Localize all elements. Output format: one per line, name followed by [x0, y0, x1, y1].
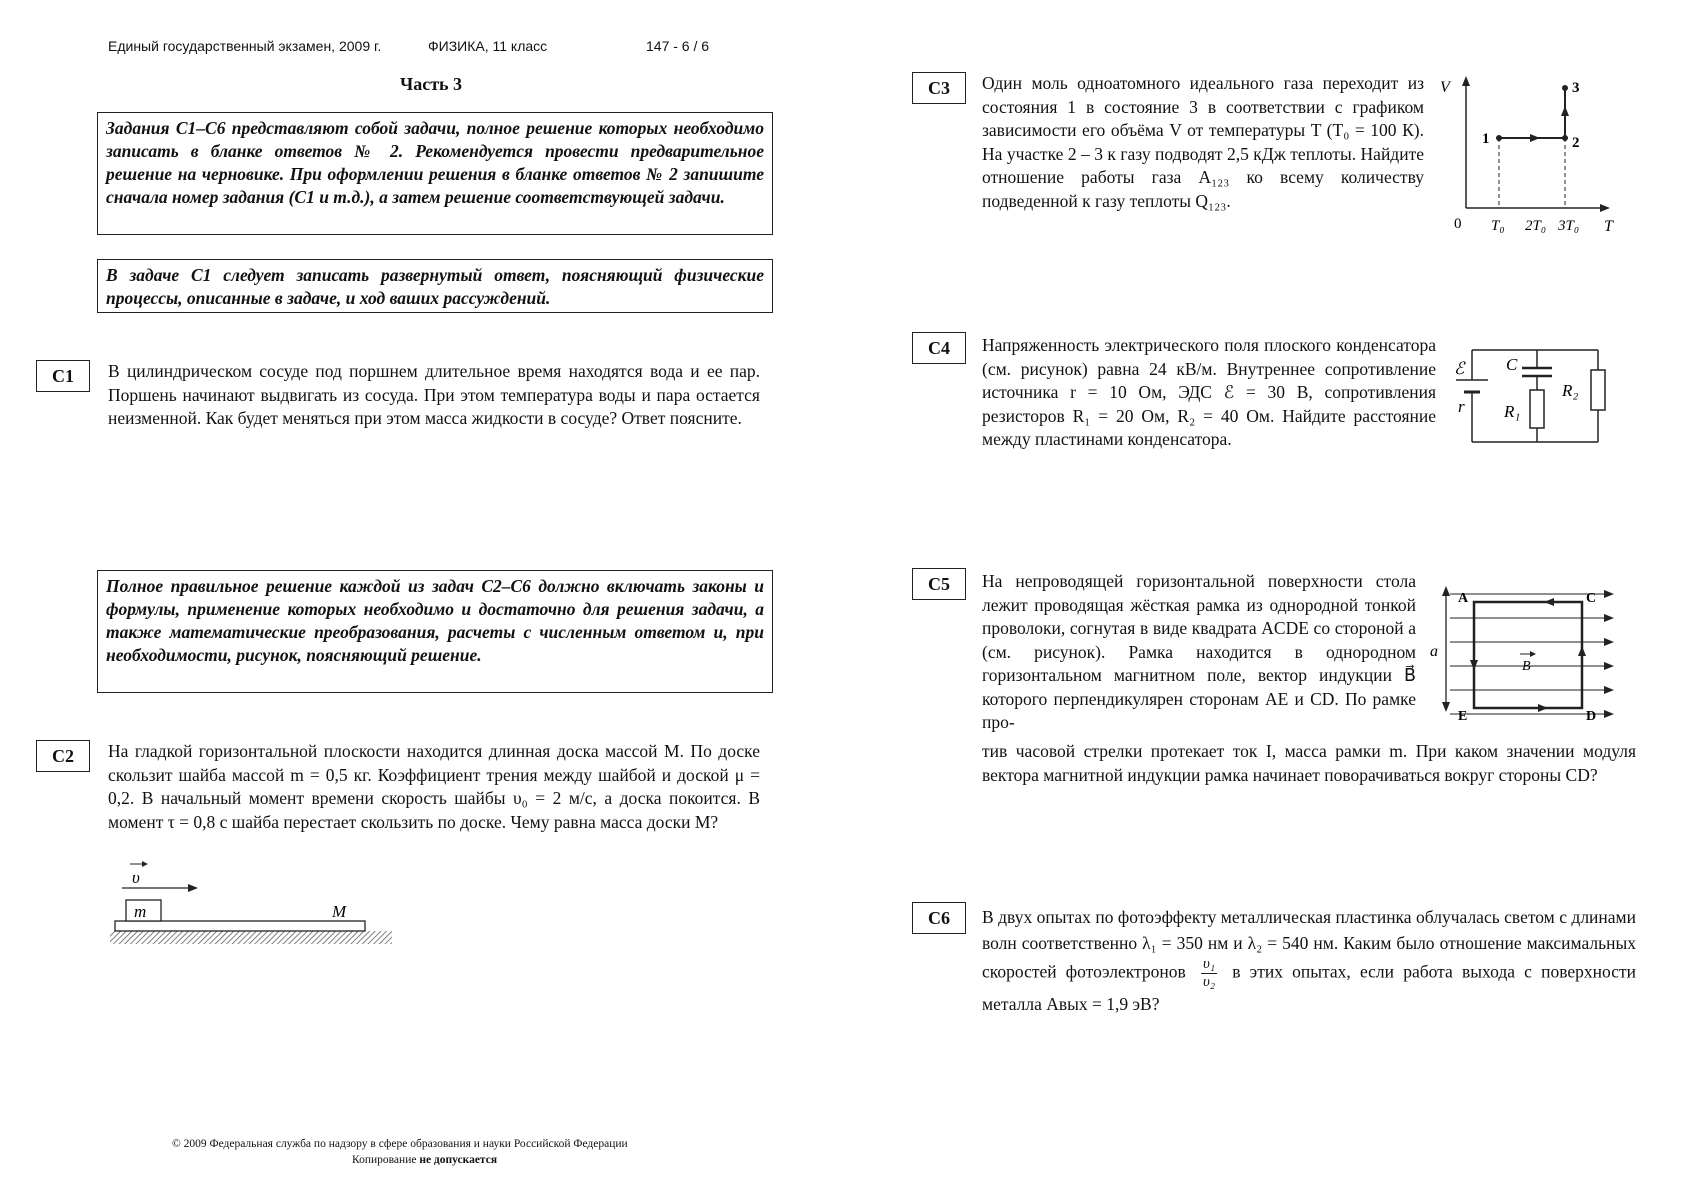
- side-a-arrow-top: [1442, 586, 1450, 596]
- point-2: [1562, 135, 1568, 141]
- v-axis-arrow: [1462, 76, 1470, 86]
- task-label-c2: С2: [36, 740, 90, 772]
- c-label: C: [1506, 355, 1518, 374]
- c3-graph: [1436, 72, 1626, 242]
- point-1: [1496, 135, 1502, 141]
- task-text-c6-part1: В двух опытах по фотоэффекту металлическая пластинка облучалась светом с длинами волн соответственно λ₁ = 350 нм и λ₂ = 540 нм. Каким было отношение максимальных скоростей фотоэлектронов: [982, 907, 1636, 982]
- task-text-c1: В цилиндрическом сосуде под поршнем длительное время находятся вода и ее пар. Поршень начинают выдвигать из сосуда. При этом температура воды и пара остается неизменной. Как будет меняться при этом масса жидкости в сосуде? Ответ поясните.: [108, 361, 760, 428]
- task-label-c3: С3: [912, 72, 966, 104]
- tick-t0: T₀: [1491, 218, 1505, 234]
- field-arrowheads: [1604, 590, 1614, 718]
- board-label: M: [332, 902, 347, 921]
- footer-copyright: © 2009 Федеральная служба по надзору в сфере образования и науки Российской Федерации: [172, 1138, 628, 1150]
- velocity-vector-bar-head: [142, 861, 148, 867]
- c4-circuit: [1448, 340, 1618, 450]
- task-label-c1: С1: [36, 360, 90, 392]
- intro-box: Задания С1–С6 представляют собой задачи, полное решение которых необходимо записать в бланке ответов № 2. Рекомендуется провести предварительное решение на черновике. При оформлении решения в бланке ответов № 2 запишите сначала номер задания (С1 и т.д.), а затем решение соответствующей задачи.: [97, 112, 773, 235]
- corner-e-label: E: [1458, 709, 1468, 724]
- task-text-c5-top: На непроводящей горизонтальной поверхности стола лежит проводящая жёсткая рамка из однородной тонкой проволоки, согнутая в виде квадрата ACDE со стороной a (см. рисунок). Рамка находится в однородном горизонтальном магнитном поле, вектор индукции B⃗ которого перпендикулярен сторонам AE и CD. По рамке про-: [982, 571, 1416, 732]
- emf-label: ℰ: [1454, 359, 1465, 378]
- current-arrow-right: [1578, 646, 1586, 656]
- c5-frame-figure: [1428, 580, 1616, 726]
- puck-label: m: [134, 902, 147, 921]
- footer-copying: [352, 1154, 497, 1166]
- tick-3t0: 3T₀: [1558, 218, 1580, 234]
- task-text-c4: Напряженность электрического поля плоского конденсатора (см. рисунок) равна 24 кВ/м. Внутреннее сопротивление источника r = 10 Ом, ЭДС ℰ = 30 В, сопротивления резисторов R₁ = 20 Ом, R₂ = 40 Ом. Найдите расстояние между пластинами конденсатора.: [982, 335, 1436, 449]
- t-axis-arrow: [1600, 204, 1610, 212]
- origin-label: 0: [1454, 216, 1462, 232]
- corner-d-label: D: [1586, 709, 1597, 724]
- point-1-label: 1: [1482, 131, 1490, 147]
- tick-2t0: 2T₀: [1525, 218, 1547, 234]
- header-exam: Единый государственный экзамен, 2009 г.: [108, 38, 382, 54]
- point-3: [1562, 85, 1568, 91]
- velocity-arrowhead: [188, 884, 198, 892]
- corner-c-label: C: [1586, 591, 1597, 606]
- task-text-c3: Один моль одноатомного идеального газа переходит из состояния 1 в состояние 3 в соответствии с графиком зависимости его объёма V от температуры T (T₀ = 100 К). На участке 2 – 3 к газу подводят 2,5 кДж теплоты. Найдите отношение работы газа A₁₂₃ ко всему количеству подведенной к газу теплоты Q₁₂₃.: [982, 73, 1424, 211]
- task-label-c4: С4: [912, 332, 966, 364]
- task-text-c6: [982, 904, 1636, 1017]
- ground-hatch: [110, 931, 392, 944]
- task-text-c5-bottom: тив часовой стрелки протекает ток I, масса рамки m. При каком значении модуля вектора магнитной индукции рамка начинает поворачиваться вокруг стороны CD?: [982, 741, 1636, 785]
- segment-2-3-arrow: [1561, 106, 1569, 116]
- c1-instructions-box: В задаче С1 следует записать развернутый ответ, поясняющий физические процессы, описанные в задаче, и ход ваших рассуждений.: [97, 259, 773, 313]
- current-arrow-top: [1544, 598, 1554, 606]
- segment-1-2-arrow: [1530, 134, 1540, 142]
- side-a-label: a: [1430, 643, 1438, 660]
- fraction-denominator: υ₂: [1202, 974, 1216, 990]
- current-arrow-left: [1470, 660, 1478, 670]
- c2-instructions-box: Полное правильное решение каждой из задач С2–С6 должно включать законы и формулы, применение которых необходимо и достаточно для решения задачи, а также математические преобразования, расчеты с численным ответом и, при необходимости, рисунок, поясняющий решение.: [97, 570, 773, 693]
- corner-a-label: A: [1458, 591, 1469, 606]
- task-text-c6-part2: в этих опытах, если работа выхода с поверхности металла Aвых = 1,9 эВ?: [982, 961, 1637, 1014]
- velocity-label: υ: [132, 868, 140, 887]
- r2-label: R₂: [1562, 381, 1579, 400]
- task-label-c5: С5: [912, 568, 966, 600]
- field-b-label: B: [1522, 659, 1531, 674]
- velocity-ratio-fraction: [1201, 956, 1217, 991]
- task-text-c2: На гладкой горизонтальной плоскости находится длинная доска массой M. По доске скользит шайба массой m = 0,5 кг. Коэффициент трения между шайбой и доской μ = 0,2. В начальный момент времени скорость шайбы υ₀ = 2 м/с, а доска покоится. В момент τ = 0,8 с шайба перестает скользить по доске. Чему равна масса доски M?: [108, 741, 760, 832]
- part-title: Часть 3: [400, 74, 463, 94]
- resistor-r1: [1530, 390, 1544, 428]
- r1-label: R₁: [1504, 402, 1521, 421]
- fraction-numerator: υ₁: [1202, 956, 1216, 972]
- resistor-r2: [1591, 370, 1605, 410]
- t-axis-label: T: [1604, 218, 1613, 235]
- point-3-label: 3: [1572, 80, 1580, 96]
- field-b-vector-head: [1530, 651, 1536, 657]
- footer-copying-prefix: Копирование: [352, 1154, 420, 1166]
- r-label: r: [1458, 397, 1465, 416]
- side-a-arrow-bottom: [1442, 702, 1450, 712]
- board: [115, 921, 365, 931]
- point-2-label: 2: [1572, 135, 1580, 151]
- v-axis-label: V: [1440, 79, 1450, 96]
- footer-copying-bold: не допускается: [419, 1154, 498, 1166]
- header-subject: ФИЗИКА, 11 класс: [428, 38, 548, 54]
- task-label-c6: С6: [912, 902, 966, 934]
- current-arrow-bottom: [1538, 704, 1548, 712]
- header-page: 147 - 6 / 6: [646, 38, 710, 54]
- c2-board-figure: [100, 855, 400, 945]
